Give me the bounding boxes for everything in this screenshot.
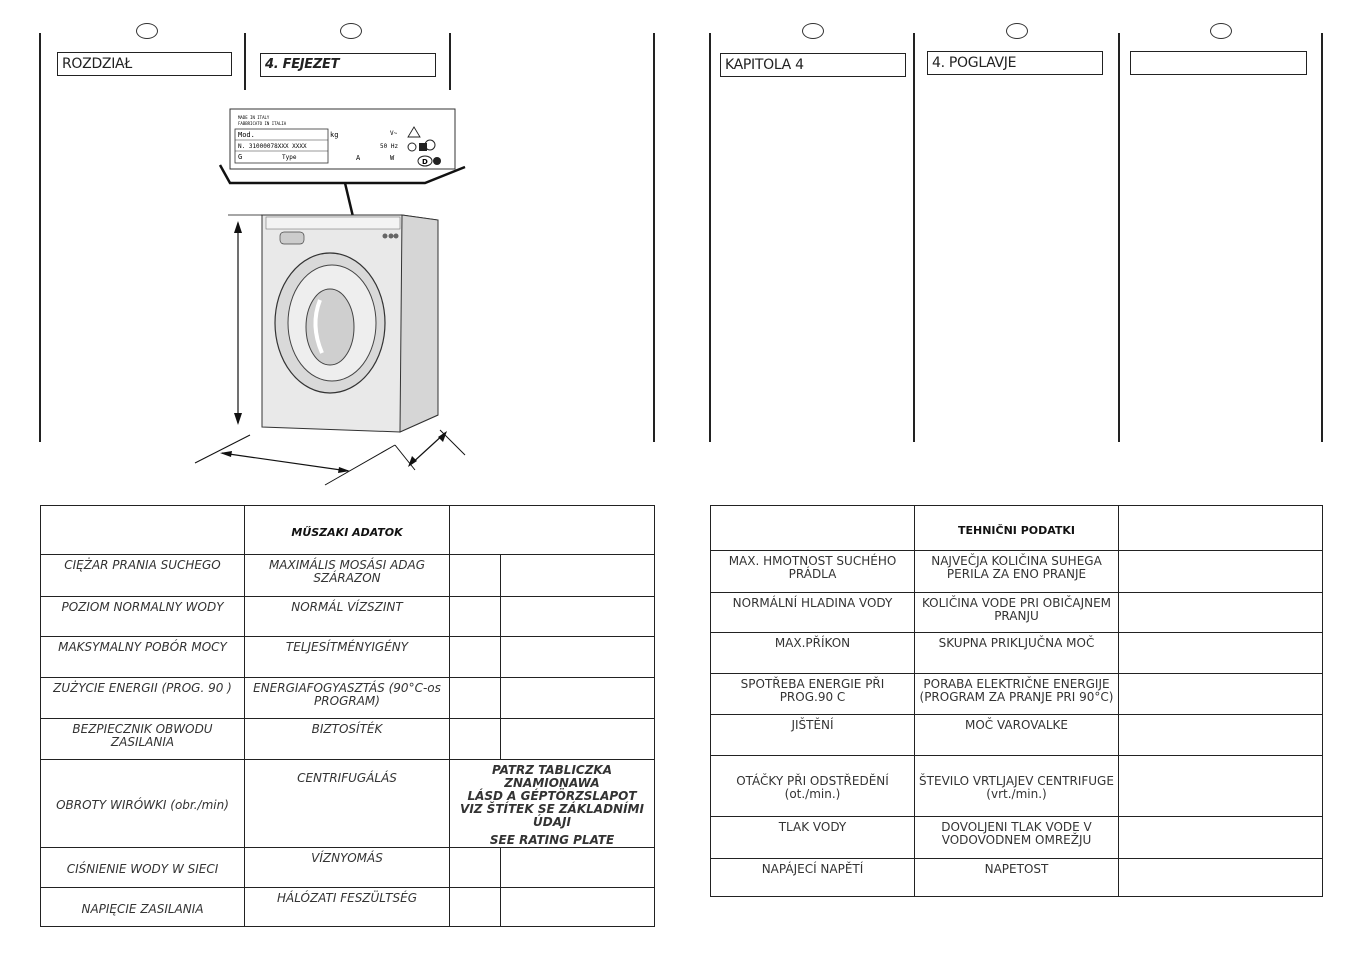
- column-rule: [709, 33, 711, 442]
- value-cell: [501, 637, 655, 678]
- value-cell: [1119, 817, 1323, 859]
- row-label-pl: ZUŻYCIE ENERGII (PROG. 90 ): [41, 678, 245, 719]
- row-label-pl: CIĘŻAR PRANIA SUCHEGO: [41, 555, 245, 597]
- value-cell: [501, 555, 655, 597]
- row-label-hu: BIZTOSÍTÉK: [245, 719, 450, 760]
- technical-data-table-left: [40, 505, 655, 927]
- value-cell: [450, 597, 501, 637]
- language-marker-cz: [802, 23, 824, 39]
- row-label-hu: CENTRIFUGÁLÁS: [245, 760, 450, 848]
- technical-data-table-right: [710, 505, 1323, 897]
- row-label-si: NAJVEČJA KOLIČINA SUHEGA PERILA ZA ENO PRANJE: [915, 551, 1119, 593]
- plate-type: Type: [282, 154, 297, 161]
- chapter-header-blank: [1130, 51, 1307, 75]
- table-row: [711, 593, 1323, 633]
- value-cell: [450, 888, 501, 927]
- table-row: [711, 859, 1323, 897]
- row-label-si: MOČ VAROVALKE: [915, 715, 1119, 756]
- value-cell: [1119, 593, 1323, 633]
- chapter-header-si: 4. POGLAVJE: [927, 51, 1103, 75]
- row-label-cz: JIŠTĚNÍ: [711, 715, 915, 756]
- table-row: [711, 715, 1323, 756]
- chapter-header-cz: KAPITOLA 4: [720, 53, 906, 77]
- column-rule: [1118, 33, 1120, 442]
- washing-machine-illustration: [190, 105, 480, 490]
- table-header-hu: MŰSZAKI ADATOK: [245, 506, 450, 555]
- value-cell: [1119, 715, 1323, 756]
- table-row: [41, 555, 655, 597]
- value-cell: [450, 555, 501, 597]
- table-row: [41, 848, 655, 888]
- plate-hz: 50 Hz: [380, 143, 399, 150]
- plate-w: W: [390, 154, 395, 162]
- plate-made-in: MADE IN ITALY: [238, 115, 270, 120]
- row-label-cz: SPOTŘEBA ENERGIE PŘI PROG.90 C: [711, 674, 915, 715]
- column-rule: [244, 33, 246, 90]
- table-row: [711, 633, 1323, 674]
- row-label-pl: BEZPIECZNIK OBWODU ZASILANIA: [41, 719, 245, 760]
- row-label-si: ŠTEVILO VRTLJAJEV CENTRIFUGE (vrt./min.): [915, 756, 1119, 817]
- value-cell: [450, 719, 501, 760]
- chapter-header-pl: ROZDZIAŁ: [57, 52, 232, 76]
- value-cell: [501, 848, 655, 888]
- value-cell: [1119, 551, 1323, 593]
- column-rule: [653, 33, 655, 442]
- table-row: [41, 597, 655, 637]
- language-marker-si: [1006, 23, 1028, 39]
- table-row: [41, 678, 655, 719]
- value-cell: [450, 678, 501, 719]
- row-label-si: PORABA ELEKTRIČNE ENERGIJE (PROGRAM ZA PRANJE PRI 90°C): [915, 674, 1119, 715]
- value-cell: [1119, 756, 1323, 817]
- row-label-hu: MAXIMÁLIS MOSÁSI ADAG SZÁRAZON: [245, 555, 450, 597]
- plate-fabbricato: FABBRICATO IN ITALIA: [238, 121, 287, 126]
- row-label-hu: VÍZNYOMÁS: [245, 848, 450, 888]
- value-cell: [501, 678, 655, 719]
- row-label-pl: MAKSYMALNY POBÓR MOCY: [41, 637, 245, 678]
- row-label-hu: ENERGIAFOGYASZTÁS (90°C-os PROGRAM): [245, 678, 450, 719]
- row-label-pl: POZIOM NORMALNY WODY: [41, 597, 245, 637]
- table-cell: [1119, 506, 1323, 551]
- value-cell: [1119, 674, 1323, 715]
- language-marker-pl: [136, 23, 158, 39]
- value-cell: [1119, 633, 1323, 674]
- language-marker-blank: [1210, 23, 1232, 39]
- row-label-si: DOVOLJENI TLAK VODE V VODOVODNEM OMREŽJU: [915, 817, 1119, 859]
- column-rule: [449, 33, 451, 90]
- rating-plate: [230, 109, 455, 169]
- column-rule: [913, 33, 915, 442]
- plate-mod: Mod.: [238, 131, 255, 139]
- table-cell: [711, 506, 915, 551]
- plate-g: G: [238, 153, 243, 161]
- table-row: [711, 756, 1323, 817]
- plate-serial: N. 31000078XXX XXXX: [238, 143, 307, 150]
- row-label-cz: NORMÁLNÍ HLADINA VODY: [711, 593, 915, 633]
- value-cell: [501, 597, 655, 637]
- table-row: [41, 637, 655, 678]
- table-row: [41, 760, 655, 848]
- plate-d: D: [422, 158, 428, 166]
- row-label-cz: NAPÁJECÍ NAPĚTÍ: [711, 859, 915, 897]
- table-row: [711, 817, 1323, 859]
- row-label-cz: MAX. HMOTNOST SUCHÉHO PRÁDLA: [711, 551, 915, 593]
- plate-dot-icon: [433, 157, 441, 165]
- chapter-header-hu: 4. FEJEZET: [260, 53, 436, 77]
- row-label-pl: NAPIĘCIE ZASILANIA: [41, 888, 245, 927]
- row-label-pl: CIŚNIENIE WODY W SIECI: [41, 848, 245, 888]
- table-row: [41, 888, 655, 927]
- row-label-si: NAPETOST: [915, 859, 1119, 897]
- table-cell: [41, 506, 245, 555]
- row-label-hu: TELJESÍTMÉNYIGÉNY: [245, 637, 450, 678]
- row-label-si: SKUPNA PRIKLJUČNA MOČ: [915, 633, 1119, 674]
- row-label-cz: MAX.PŘÍKON: [711, 633, 915, 674]
- row-label-hu: NORMÁL VÍZSZINT: [245, 597, 450, 637]
- value-cell: [1119, 859, 1323, 897]
- table-row: [41, 719, 655, 760]
- table-row: [711, 674, 1323, 715]
- language-marker-hu: [340, 23, 362, 39]
- row-label-si: KOLIČINA VODE PRI OBIČAJNEM PRANJU: [915, 593, 1119, 633]
- column-rule: [1321, 33, 1323, 442]
- row-label-pl: OBROTY WIRÓWKI (obr./min): [41, 760, 245, 848]
- rating-plate-note: PATRZ TABLICZKA ZNAMIONAWA LÁSD A GÉPTÖRZSLAPOT VIZ ŠTÍTEK SE ZÁKLADNÍMI ÚDAJI SEE RATING PLATE: [450, 760, 655, 848]
- row-label-cz: TLAK VODY: [711, 817, 915, 859]
- plate-v: V~: [390, 130, 398, 137]
- table-row: [711, 551, 1323, 593]
- value-cell: [501, 888, 655, 927]
- table-header-si: TEHNIČNI PODATKI: [915, 506, 1119, 551]
- row-label-cz: OTÁČKY PŘI ODSTŘEDĚNÍ (ot./min.): [711, 756, 915, 817]
- column-rule: [39, 33, 41, 442]
- table-cell: [450, 506, 655, 555]
- plate-a: A: [356, 154, 361, 162]
- plate-kg: kg: [330, 131, 339, 139]
- value-cell: [501, 719, 655, 760]
- value-cell: [450, 848, 501, 888]
- value-cell: [450, 637, 501, 678]
- row-label-hu: HÁLÓZATI FESZÜLTSÉG: [245, 888, 450, 927]
